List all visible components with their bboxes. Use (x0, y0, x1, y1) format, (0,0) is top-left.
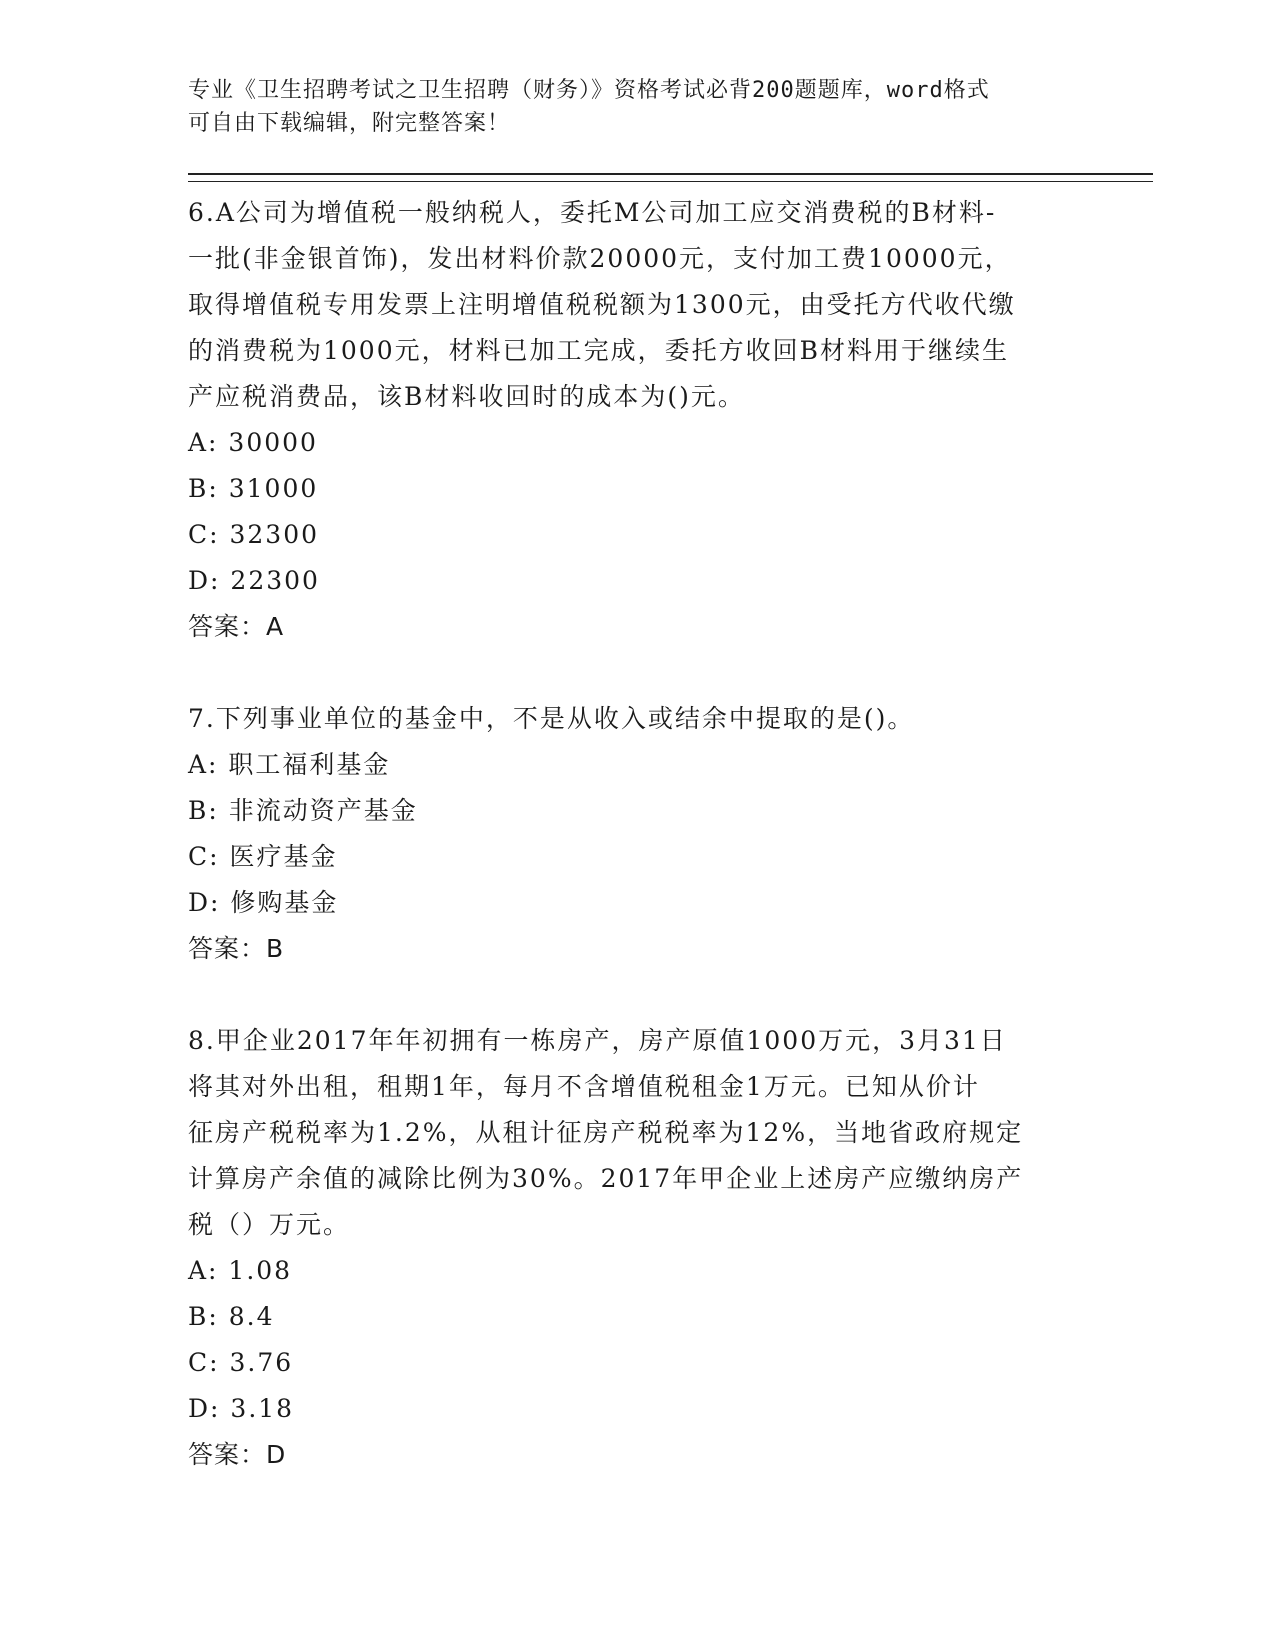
option-c: C: 32300 (188, 520, 320, 549)
header-divider-thin (188, 181, 1153, 182)
option-d: D: 22300 (188, 566, 320, 595)
question-text-line: 7.下列事业单位的基金中，不是从收入或结余中提取的是()。 (188, 704, 915, 733)
option-d: D: 修购基金 (188, 888, 339, 917)
question-7 (188, 696, 1088, 972)
option-d: D: 3.18 (188, 1394, 295, 1423)
question-text-line: 取得增值税专用发票上注明增值税税额为1300元，由受托方代收代缴 (188, 290, 1016, 319)
answer-label: 答案：B (188, 934, 285, 963)
document-header (188, 74, 1088, 140)
question-list (188, 190, 1088, 1478)
header-title-line-2: 可自由下载编辑，附完整答案！ (188, 111, 511, 136)
option-a: A: 职工福利基金 (188, 750, 391, 779)
question-text-line: 将其对外出租，租期1年，每月不含增值税租金1万元。已知从价计 (188, 1072, 980, 1101)
option-b: B: 非流动资产基金 (188, 796, 418, 825)
header-divider-thick (188, 173, 1153, 175)
question-spacer (188, 650, 1088, 696)
header-title-line-1: 专业《卫生招聘考试之卫生招聘（财务）》资格考试必背200题题库，word格式 (188, 78, 990, 103)
answer-label: 答案：A (188, 612, 285, 641)
question-text-line: 计算房产余值的减除比例为30%。2017年甲企业上述房产应缴纳房产 (188, 1164, 1024, 1193)
question-6 (188, 190, 1088, 650)
option-c: C: 医疗基金 (188, 842, 338, 871)
option-b: B: 31000 (188, 474, 319, 503)
option-c: C: 3.76 (188, 1348, 294, 1377)
question-text-line: 税（）万元。 (188, 1210, 351, 1239)
option-a: A: 30000 (188, 428, 318, 457)
question-text-line: 一批(非金银首饰)，发出材料价款20000元，支付加工费10000元， (188, 244, 1012, 273)
question-text-line: 征房产税税率为1.2%，从租计征房产税税率为12%，当地省政府规定 (188, 1118, 1024, 1147)
question-text-line: 产应税消费品，该B材料收回时的成本为()元。 (188, 382, 745, 411)
question-text-line: 的消费税为1000元，材料已加工完成，委托方收回B材料用于继续生 (188, 336, 1009, 365)
question-text-line: 8.甲企业2017年年初拥有一栋房产，房产原值1000万元，3月31日 (188, 1026, 1007, 1055)
option-b: B: 8.4 (188, 1302, 275, 1331)
answer-label: 答案：D (188, 1440, 287, 1469)
question-8 (188, 1018, 1088, 1478)
option-a: A: 1.08 (188, 1256, 293, 1285)
question-spacer (188, 972, 1088, 1018)
question-text-line: 6.A公司为增值税一般纳税人，委托M公司加工应交消费税的B材料- (188, 198, 997, 227)
